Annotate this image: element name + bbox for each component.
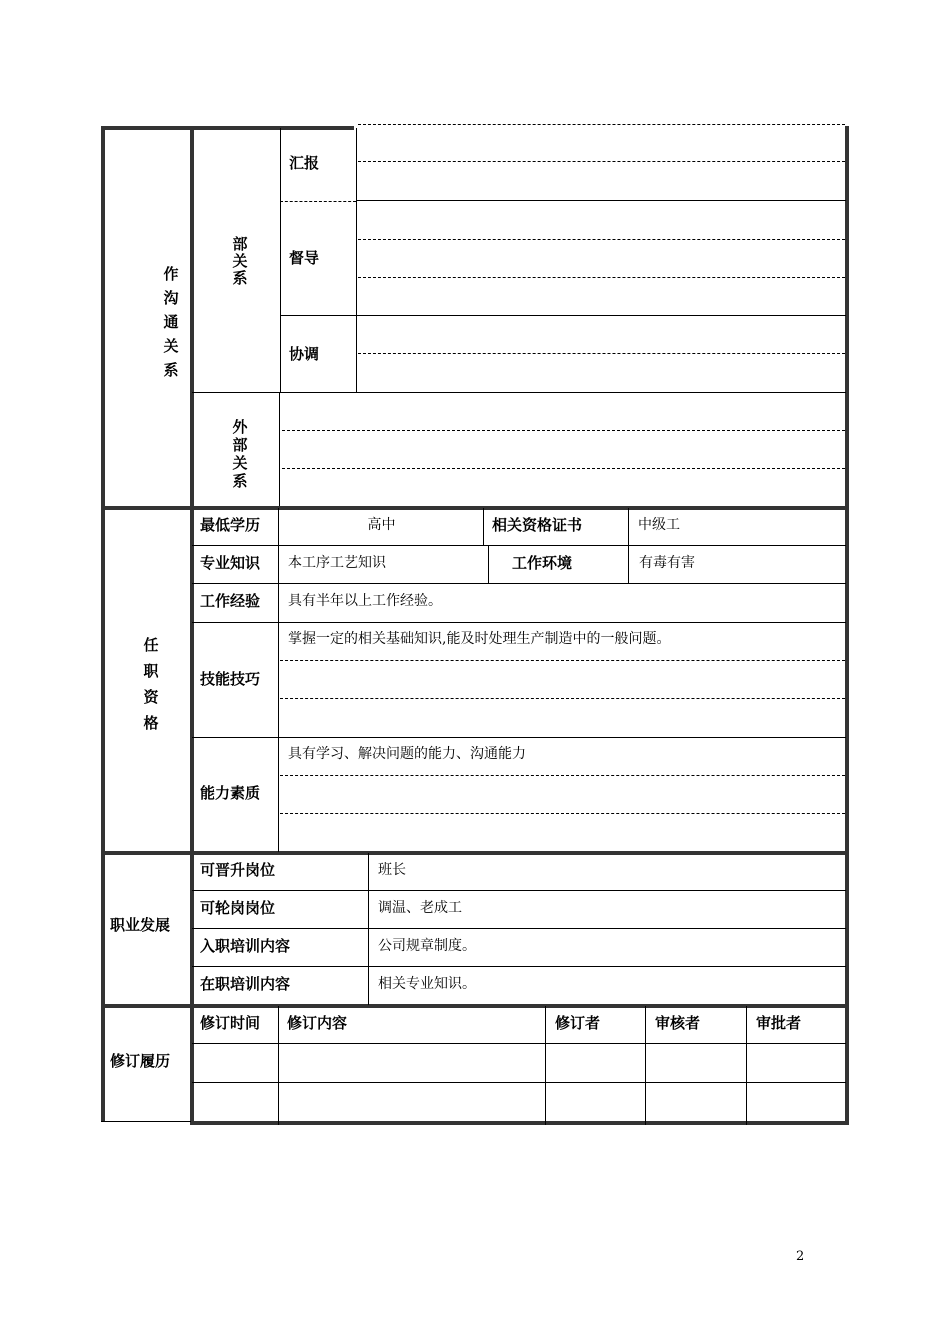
table-outer-top-border bbox=[101, 126, 354, 130]
certificate-label: 相关资格证书 bbox=[492, 515, 583, 534]
section-divider-3 bbox=[101, 1004, 849, 1008]
certificate-value: 中级工 bbox=[638, 517, 680, 533]
career-section-label: 职业发展 bbox=[110, 915, 171, 934]
qualification-section-label: 任职资格 bbox=[143, 636, 159, 732]
knowledge-label: 专业知识 bbox=[200, 553, 261, 572]
min-education-value: 高中 bbox=[367, 517, 396, 533]
internal-relations-label: 部关系 bbox=[232, 235, 248, 287]
environment-value: 有毒有害 bbox=[639, 555, 695, 571]
revision-header-time: 修订时间 bbox=[200, 1013, 261, 1032]
revision-header-content: 修订内容 bbox=[287, 1013, 348, 1032]
report-label: 汇报 bbox=[289, 153, 320, 172]
ability-label: 能力素质 bbox=[200, 783, 261, 802]
revision-header-reviewer: 审核者 bbox=[655, 1013, 701, 1032]
experience-label: 工作经验 bbox=[200, 591, 261, 610]
onjob-training-value: 相关专业知识。 bbox=[378, 976, 476, 992]
revision-section-label: 修订履历 bbox=[110, 1051, 171, 1070]
skills-label: 技能技巧 bbox=[200, 669, 261, 688]
table-outer-bottom-border bbox=[190, 1121, 849, 1125]
rotation-value: 调温、老成工 bbox=[378, 900, 462, 916]
knowledge-value: 本工序工艺知识 bbox=[288, 555, 386, 571]
rotation-label: 可轮岗岗位 bbox=[200, 898, 276, 917]
coordinate-label: 协调 bbox=[289, 344, 320, 363]
section-divider-2 bbox=[101, 851, 849, 855]
experience-value: 具有半年以上工作经验。 bbox=[288, 593, 442, 609]
table-outer-left-border bbox=[101, 126, 105, 1122]
ability-value: 具有学习、解决问题的能力、沟通能力 bbox=[288, 746, 526, 762]
page-number: 2 bbox=[796, 1248, 805, 1264]
column-divider-main bbox=[190, 126, 194, 1125]
onboarding-training-value: 公司规章制度。 bbox=[378, 938, 476, 954]
supervise-label: 督导 bbox=[289, 248, 320, 267]
table-outer-right-border bbox=[845, 126, 849, 1125]
onboarding-training-label: 入职培训内容 bbox=[200, 936, 291, 955]
promotion-value: 班长 bbox=[378, 862, 406, 878]
section-divider-1 bbox=[101, 506, 849, 510]
skills-value: 掌握一定的相关基础知识,能及时处理生产制造中的一般问题。 bbox=[288, 631, 671, 647]
revision-header-reviser: 修订者 bbox=[555, 1013, 601, 1032]
external-relations-label: 外部关系 bbox=[232, 418, 248, 490]
communication-section-label-text: 作沟通关系 bbox=[163, 265, 179, 379]
promotion-label: 可晋升岗位 bbox=[200, 860, 276, 879]
environment-label: 工作环境 bbox=[512, 553, 573, 572]
min-education-label: 最低学历 bbox=[200, 515, 261, 534]
revision-header-approver: 审批者 bbox=[756, 1013, 802, 1032]
onjob-training-label: 在职培训内容 bbox=[200, 974, 291, 993]
